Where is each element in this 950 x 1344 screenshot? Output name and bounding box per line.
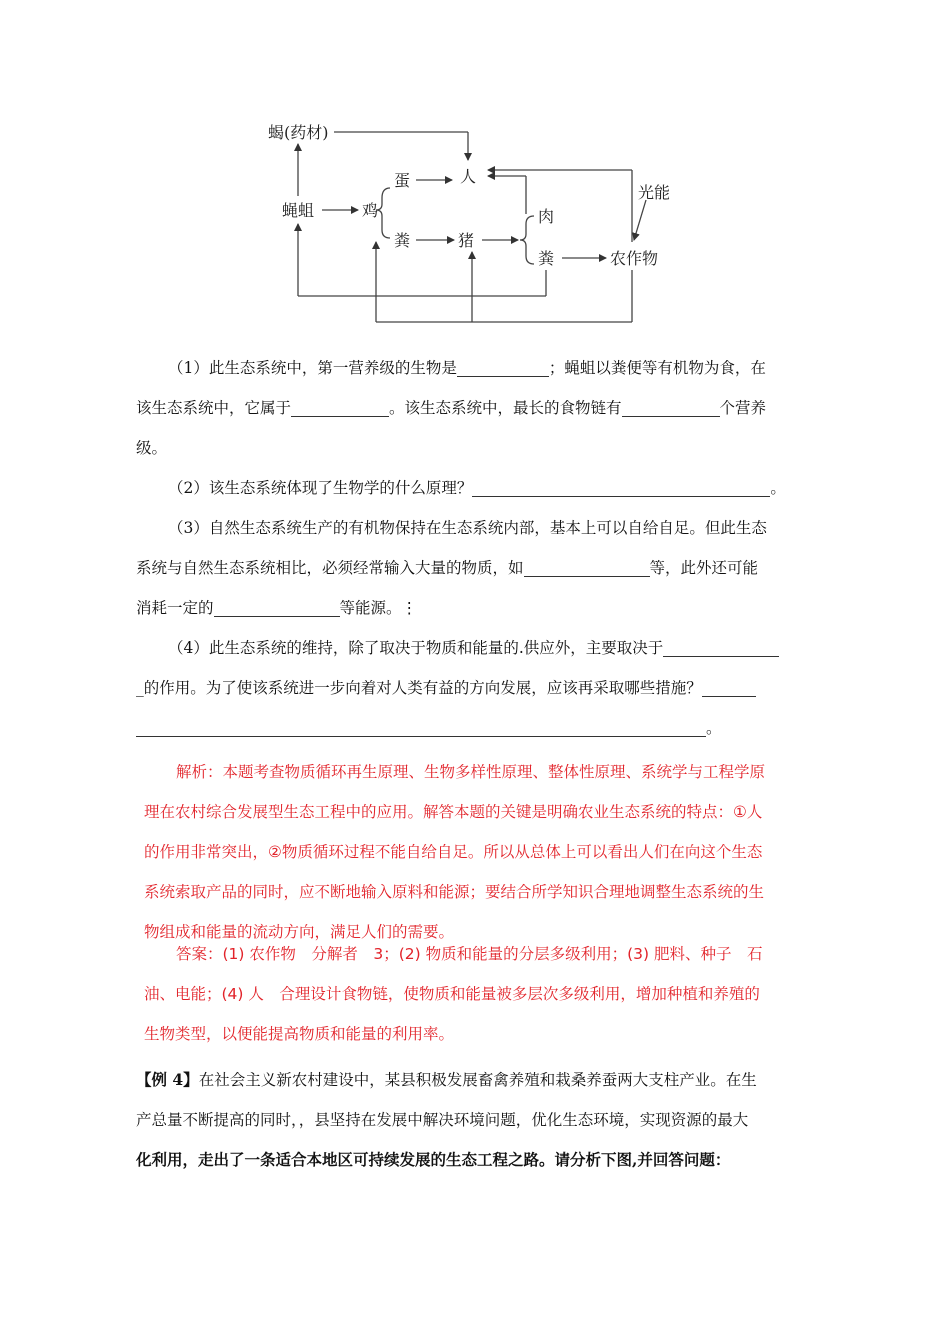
answer-block (144, 934, 816, 1054)
node-scorpion: 蝎(药材) (268, 123, 329, 142)
q1-text-f: 级。 (136, 439, 168, 457)
node-chicken: 鸡 (362, 201, 379, 220)
q4-text-a: （4）此生态系统的维持，除了取决于物质和能量的.供应外，主要取决于 (168, 639, 664, 657)
q3-blank-2[interactable] (214, 596, 340, 617)
analysis-line-2: 理在农村综合发展型生态工程中的应用。解答本题的关键是明确农业生态系统的特点：①人 (144, 803, 763, 821)
analysis-line-3: 的作用非常突出，②物质循环过程不能自给自足。所以从总体上可以看出人们在向这个生态 (144, 843, 763, 861)
q3-text-c: 等，此外还可能 (649, 559, 759, 577)
node-human: 人 (460, 167, 477, 186)
q1-text-b: ；蝇蛆以粪便等有机物为食，在 (548, 359, 766, 377)
q1-text-e: 个营养 (719, 399, 767, 417)
q3-text-d: 消耗一定的 (136, 599, 214, 617)
answer-line-2: 油、电能；(4) 人 合理设计食物链，使物质和能量被多层次多级利用，增加种植和养殖的 (144, 985, 760, 1003)
answer-line-3: 生物类型，以便能提高物质和能量的利用率。 (144, 1025, 455, 1043)
analysis-line-5: 物组成和能量的流动方向，满足人们的需要。 (144, 923, 455, 941)
q1-text-a: （1）此生态系统中，第一营养级的生物是 (168, 359, 457, 377)
example-4 (136, 1060, 816, 1180)
q4-blank-1[interactable] (663, 636, 779, 657)
analysis-line-1: 解析：本题考查物质循环再生原理、生物多样性原理、整体性原理、系统学与工程学原 (176, 763, 766, 781)
q2-text-a: （2）该生态系统体现了生物学的什么原理？ (168, 479, 473, 497)
example-4-label: 【例 4】 (136, 1070, 199, 1089)
food-web-diagram (250, 118, 670, 333)
analysis-block (144, 752, 816, 952)
node-meat: 肉 (538, 207, 555, 226)
q3-text-b: 系统与自然生态系统相比，必须经常输入大量的物质，如 (136, 559, 524, 577)
node-crop: 农作物 (610, 249, 659, 268)
node-pig-dung: 粪 (538, 249, 555, 268)
q4-text-c: 。 (706, 719, 722, 737)
node-egg: 蛋 (394, 171, 411, 190)
answer-line-1: 答案：(1) 农作物 分解者 3；(2) 物质和能量的分层多级利用；(3) 肥料、种子 石 (176, 945, 763, 963)
example-4-line-2: 产总量不断提高的同时，，县坚持在发展中解决环境问题，优化生态环境，实现资源的最大 (136, 1111, 749, 1129)
q1-blank-3[interactable] (622, 396, 720, 417)
node-chicken-dung: 粪 (394, 231, 411, 250)
node-pig: 猪 (458, 231, 475, 250)
q1-text-c: 该生态系统中，它属于 (136, 399, 292, 417)
q2-blank[interactable] (472, 476, 770, 497)
q4-blank-2[interactable] (702, 676, 756, 697)
q4-blank-3[interactable] (136, 716, 706, 737)
q1-blank-2[interactable] (291, 396, 389, 417)
question-2 (136, 468, 816, 508)
q4-text-b: _的作用。为了使该系统进一步向着对人类有益的方向发展，应该再采取哪些措施？ (136, 679, 702, 697)
node-light: 光能 (638, 183, 670, 202)
example-4-line-1: 在社会主义新农村建设中，某县积极发展畜禽养殖和栽桑养蚕两大支柱产业。在生 (198, 1071, 757, 1089)
question-4 (136, 628, 816, 748)
q3-blank-1[interactable] (524, 556, 650, 577)
q3-text-a: （3）自然生态系统生产的有机物保持在生态系统内部，基本上可以自给自足。但此生态 (168, 519, 767, 537)
q3-text-e: 等能源。⋮ (339, 599, 418, 617)
analysis-line-4: 系统索取产品的同时，应不断地输入原料和能源；要结合所学知识合理地调整生态系统的生 (144, 883, 765, 901)
question-1 (136, 348, 816, 468)
q1-blank-1[interactable] (457, 356, 549, 377)
question-3 (136, 508, 816, 628)
node-maggot: 蝇蛆 (282, 201, 315, 220)
q1-text-d: 。该生态系统中，最长的食物链有 (389, 399, 622, 417)
q2-text-b: 。 (770, 479, 786, 497)
example-4-line-3: 化利用，走出了一条适合本地区可持续发展的生态工程之路。请分析下图,并回答问题： (136, 1150, 731, 1169)
